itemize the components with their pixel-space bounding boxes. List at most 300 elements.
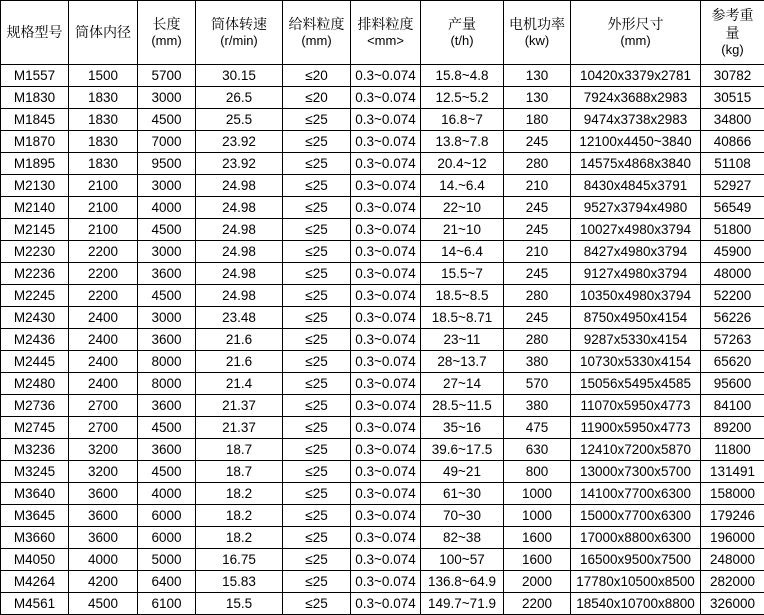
cell-discharge_size: 0.3~0.074 [351, 439, 421, 461]
cell-model: M1557 [1, 65, 69, 87]
column-unit: (mm) [287, 33, 346, 50]
table-row [1, 439, 764, 461]
cell-model: M2430 [1, 307, 69, 329]
cell-discharge_size: 0.3~0.074 [351, 175, 421, 197]
cell-weight: 196000 [701, 527, 764, 549]
table-row [1, 571, 764, 593]
cell-feed_size: ≤25 [283, 109, 351, 131]
table-row [1, 65, 764, 87]
cell-weight: 282000 [701, 571, 764, 593]
cell-inner_diameter: 3600 [69, 527, 138, 549]
cell-dimensions: 9127x4980x3794 [571, 263, 701, 285]
cell-capacity: 39.6~17.5 [421, 439, 504, 461]
cell-weight: 45900 [701, 241, 764, 263]
cell-capacity: 15.5~7 [421, 263, 504, 285]
table-row [1, 307, 764, 329]
cell-model: M3640 [1, 483, 69, 505]
table-row [1, 131, 764, 153]
cell-feed_size: ≤25 [283, 307, 351, 329]
table-row [1, 593, 764, 615]
column-header-motor_power [504, 1, 571, 65]
cell-dimensions: 10027x4980x3794 [571, 219, 701, 241]
cell-length: 3000 [138, 175, 196, 197]
cell-weight: 326000 [701, 593, 764, 615]
cell-inner_diameter: 1500 [69, 65, 138, 87]
cell-model: M4050 [1, 549, 69, 571]
cell-length: 4500 [138, 417, 196, 439]
cell-length: 7000 [138, 131, 196, 153]
cell-dimensions: 17000x8800x6300 [571, 527, 701, 549]
cell-capacity: 15.8~4.8 [421, 65, 504, 87]
cell-dimensions: 13000x7300x5700 [571, 461, 701, 483]
cell-model: M2236 [1, 263, 69, 285]
cell-length: 3600 [138, 439, 196, 461]
cell-weight: 131491 [701, 461, 764, 483]
cell-dimensions: 15000x7700x6300 [571, 505, 701, 527]
cell-dimensions: 12410x7200x5870 [571, 439, 701, 461]
cell-motor_power: 570 [504, 373, 571, 395]
cell-weight: 52200 [701, 285, 764, 307]
cell-discharge_size: 0.3~0.074 [351, 505, 421, 527]
cell-model: M1845 [1, 109, 69, 131]
cell-discharge_size: 0.3~0.074 [351, 131, 421, 153]
cell-speed: 24.98 [196, 197, 283, 219]
column-header-capacity [421, 1, 504, 65]
cell-model: M2736 [1, 395, 69, 417]
cell-model: M2230 [1, 241, 69, 263]
cell-model: M1870 [1, 131, 69, 153]
column-title: 筒体内径 [73, 23, 133, 41]
cell-discharge_size: 0.3~0.074 [351, 285, 421, 307]
cell-speed: 21.4 [196, 373, 283, 395]
cell-discharge_size: 0.3~0.074 [351, 593, 421, 615]
cell-inner_diameter: 3600 [69, 483, 138, 505]
cell-discharge_size: 0.3~0.074 [351, 263, 421, 285]
cell-discharge_size: 0.3~0.074 [351, 329, 421, 351]
cell-discharge_size: 0.3~0.074 [351, 527, 421, 549]
cell-feed_size: ≤25 [283, 549, 351, 571]
cell-length: 4000 [138, 197, 196, 219]
cell-discharge_size: 0.3~0.074 [351, 241, 421, 263]
cell-discharge_size: 0.3~0.074 [351, 571, 421, 593]
table-row [1, 505, 764, 527]
cell-speed: 21.37 [196, 395, 283, 417]
cell-speed: 25.5 [196, 109, 283, 131]
cell-length: 4500 [138, 109, 196, 131]
cell-length: 9500 [138, 153, 196, 175]
cell-dimensions: 8750x4950x4154 [571, 307, 701, 329]
cell-feed_size: ≤25 [283, 417, 351, 439]
cell-motor_power: 245 [504, 131, 571, 153]
cell-model: M2445 [1, 351, 69, 373]
cell-inner_diameter: 1830 [69, 87, 138, 109]
column-header-speed [196, 1, 283, 65]
cell-capacity: 18.5~8.71 [421, 307, 504, 329]
cell-speed: 30.15 [196, 65, 283, 87]
table-row [1, 395, 764, 417]
cell-motor_power: 245 [504, 263, 571, 285]
cell-motor_power: 245 [504, 197, 571, 219]
cell-capacity: 12.5~5.2 [421, 87, 504, 109]
table-row [1, 197, 764, 219]
cell-feed_size: ≤25 [283, 263, 351, 285]
cell-inner_diameter: 1830 [69, 153, 138, 175]
table-row [1, 153, 764, 175]
cell-speed: 24.98 [196, 241, 283, 263]
cell-motor_power: 475 [504, 417, 571, 439]
cell-weight: 56549 [701, 197, 764, 219]
cell-discharge_size: 0.3~0.074 [351, 65, 421, 87]
table-row [1, 219, 764, 241]
cell-feed_size: ≤25 [283, 593, 351, 615]
cell-capacity: 27~14 [421, 373, 504, 395]
table-row [1, 549, 764, 571]
table-row [1, 483, 764, 505]
column-unit: <mm> [355, 33, 416, 50]
cell-model: M2130 [1, 175, 69, 197]
cell-model: M2480 [1, 373, 69, 395]
cell-capacity: 16.8~7 [421, 109, 504, 131]
cell-speed: 24.98 [196, 219, 283, 241]
cell-capacity: 23~11 [421, 329, 504, 351]
cell-feed_size: ≤25 [283, 131, 351, 153]
cell-length: 3000 [138, 87, 196, 109]
cell-speed: 18.2 [196, 483, 283, 505]
cell-discharge_size: 0.3~0.074 [351, 153, 421, 175]
cell-dimensions: 9474x3738x2983 [571, 109, 701, 131]
cell-discharge_size: 0.3~0.074 [351, 483, 421, 505]
cell-dimensions: 18540x10700x8800 [571, 593, 701, 615]
cell-capacity: 13.8~7.8 [421, 131, 504, 153]
table-row [1, 351, 764, 373]
cell-model: M1830 [1, 87, 69, 109]
cell-dimensions: 16500x9500x7500 [571, 549, 701, 571]
cell-feed_size: ≤25 [283, 527, 351, 549]
cell-model: M3645 [1, 505, 69, 527]
cell-capacity: 20.4~12 [421, 153, 504, 175]
cell-length: 4500 [138, 461, 196, 483]
table-body [1, 65, 764, 615]
cell-discharge_size: 0.3~0.074 [351, 395, 421, 417]
cell-feed_size: ≤25 [283, 505, 351, 527]
cell-length: 4500 [138, 285, 196, 307]
cell-dimensions: 8430x4845x3791 [571, 175, 701, 197]
cell-inner_diameter: 2100 [69, 175, 138, 197]
table-row [1, 87, 764, 109]
cell-inner_diameter: 2200 [69, 263, 138, 285]
cell-motor_power: 800 [504, 461, 571, 483]
cell-weight: 179246 [701, 505, 764, 527]
cell-discharge_size: 0.3~0.074 [351, 219, 421, 241]
table-row [1, 285, 764, 307]
cell-motor_power: 2000 [504, 571, 571, 593]
column-unit: (mm) [142, 33, 191, 50]
cell-feed_size: ≤25 [283, 197, 351, 219]
cell-dimensions: 10420x3379x2781 [571, 65, 701, 87]
cell-feed_size: ≤25 [283, 439, 351, 461]
cell-motor_power: 380 [504, 351, 571, 373]
cell-weight: 34800 [701, 109, 764, 131]
cell-dimensions: 8427x4980x3794 [571, 241, 701, 263]
cell-model: M2145 [1, 219, 69, 241]
cell-weight: 89200 [701, 417, 764, 439]
cell-weight: 30515 [701, 87, 764, 109]
cell-feed_size: ≤25 [283, 329, 351, 351]
cell-speed: 23.92 [196, 131, 283, 153]
cell-motor_power: 130 [504, 65, 571, 87]
cell-dimensions: 12100x4450~3840 [571, 131, 701, 153]
cell-speed: 18.7 [196, 461, 283, 483]
cell-speed: 15.5 [196, 593, 283, 615]
cell-speed: 24.98 [196, 263, 283, 285]
cell-capacity: 14~6.4 [421, 241, 504, 263]
cell-inner_diameter: 1830 [69, 109, 138, 131]
cell-weight: 57263 [701, 329, 764, 351]
cell-length: 3600 [138, 395, 196, 417]
cell-model: M3660 [1, 527, 69, 549]
cell-inner_diameter: 2700 [69, 395, 138, 417]
cell-inner_diameter: 3600 [69, 505, 138, 527]
cell-speed: 24.98 [196, 175, 283, 197]
cell-dimensions: 14100x7700x6300 [571, 483, 701, 505]
cell-length: 5000 [138, 549, 196, 571]
cell-length: 4000 [138, 483, 196, 505]
header-row [1, 1, 764, 65]
column-header-discharge_size [351, 1, 421, 65]
column-unit: (kg) [705, 42, 760, 59]
cell-capacity: 82~38 [421, 527, 504, 549]
cell-motor_power: 1000 [504, 483, 571, 505]
column-title: 外形尺寸 [575, 15, 696, 33]
cell-length: 8000 [138, 373, 196, 395]
cell-inner_diameter: 2200 [69, 241, 138, 263]
cell-capacity: 35~16 [421, 417, 504, 439]
cell-speed: 21.6 [196, 351, 283, 373]
column-title: 电机功率 [508, 15, 566, 33]
cell-weight: 51800 [701, 219, 764, 241]
column-header-dimensions [571, 1, 701, 65]
cell-length: 3600 [138, 329, 196, 351]
cell-weight: 52927 [701, 175, 764, 197]
column-header-model [1, 1, 69, 65]
cell-speed: 24.98 [196, 285, 283, 307]
cell-discharge_size: 0.3~0.074 [351, 307, 421, 329]
cell-model: M4264 [1, 571, 69, 593]
table-header [1, 1, 764, 65]
cell-capacity: 21~10 [421, 219, 504, 241]
cell-model: M2745 [1, 417, 69, 439]
cell-motor_power: 630 [504, 439, 571, 461]
cell-capacity: 70~30 [421, 505, 504, 527]
cell-feed_size: ≤25 [283, 153, 351, 175]
table-row [1, 373, 764, 395]
cell-capacity: 136.8~64.9 [421, 571, 504, 593]
cell-motor_power: 130 [504, 87, 571, 109]
cell-capacity: 100~57 [421, 549, 504, 571]
cell-feed_size: ≤25 [283, 219, 351, 241]
cell-model: M2140 [1, 197, 69, 219]
cell-feed_size: ≤25 [283, 395, 351, 417]
cell-discharge_size: 0.3~0.074 [351, 417, 421, 439]
cell-discharge_size: 0.3~0.074 [351, 549, 421, 571]
cell-inner_diameter: 2100 [69, 219, 138, 241]
cell-length: 6100 [138, 593, 196, 615]
cell-speed: 26.5 [196, 87, 283, 109]
table-row [1, 241, 764, 263]
cell-discharge_size: 0.3~0.074 [351, 109, 421, 131]
column-unit: (kw) [508, 33, 566, 50]
cell-model: M4561 [1, 593, 69, 615]
column-header-weight [701, 1, 764, 65]
cell-weight: 11800 [701, 439, 764, 461]
cell-model: M3245 [1, 461, 69, 483]
cell-inner_diameter: 2200 [69, 285, 138, 307]
cell-dimensions: 7924x3688x2983 [571, 87, 701, 109]
cell-discharge_size: 0.3~0.074 [351, 87, 421, 109]
cell-dimensions: 10350x4980x3794 [571, 285, 701, 307]
table-row [1, 461, 764, 483]
cell-motor_power: 280 [504, 285, 571, 307]
cell-inner_diameter: 2400 [69, 307, 138, 329]
cell-dimensions: 9527x3794x4980 [571, 197, 701, 219]
cell-model: M2245 [1, 285, 69, 307]
cell-capacity: 18.5~8.5 [421, 285, 504, 307]
cell-discharge_size: 0.3~0.074 [351, 373, 421, 395]
cell-dimensions: 11900x5950x4773 [571, 417, 701, 439]
column-header-feed_size [283, 1, 351, 65]
column-title: 给料粒度 [287, 15, 346, 33]
cell-model: M2436 [1, 329, 69, 351]
table-row [1, 527, 764, 549]
cell-capacity: 49~21 [421, 461, 504, 483]
cell-capacity: 28.5~11.5 [421, 395, 504, 417]
cell-inner_diameter: 1830 [69, 131, 138, 153]
cell-length: 6000 [138, 505, 196, 527]
column-unit: (t/h) [425, 33, 499, 50]
cell-capacity: 14.~6.4 [421, 175, 504, 197]
cell-dimensions: 15056x5495x4585 [571, 373, 701, 395]
cell-weight: 95600 [701, 373, 764, 395]
cell-speed: 18.2 [196, 505, 283, 527]
cell-speed: 21.37 [196, 417, 283, 439]
cell-feed_size: ≤25 [283, 483, 351, 505]
cell-feed_size: ≤25 [283, 461, 351, 483]
cell-inner_diameter: 2400 [69, 329, 138, 351]
cell-motor_power: 1600 [504, 549, 571, 571]
cell-feed_size: ≤25 [283, 175, 351, 197]
cell-capacity: 61~30 [421, 483, 504, 505]
column-header-inner_diameter [69, 1, 138, 65]
cell-motor_power: 210 [504, 241, 571, 263]
column-title: 产量 [425, 15, 499, 33]
cell-length: 3000 [138, 241, 196, 263]
cell-dimensions: 9287x5330x4154 [571, 329, 701, 351]
cell-length: 3600 [138, 263, 196, 285]
cell-weight: 30782 [701, 65, 764, 87]
cell-feed_size: ≤20 [283, 87, 351, 109]
cell-weight: 51108 [701, 153, 764, 175]
cell-discharge_size: 0.3~0.074 [351, 351, 421, 373]
cell-dimensions: 11070x5950x4773 [571, 395, 701, 417]
cell-inner_diameter: 4200 [69, 571, 138, 593]
table-row [1, 175, 764, 197]
cell-capacity: 28~13.7 [421, 351, 504, 373]
cell-feed_size: ≤25 [283, 351, 351, 373]
cell-discharge_size: 0.3~0.074 [351, 197, 421, 219]
cell-inner_diameter: 2100 [69, 197, 138, 219]
cell-motor_power: 380 [504, 395, 571, 417]
cell-feed_size: ≤25 [283, 571, 351, 593]
cell-weight: 56226 [701, 307, 764, 329]
cell-feed_size: ≤25 [283, 241, 351, 263]
cell-model: M1895 [1, 153, 69, 175]
column-title: 排料粒度 [355, 15, 416, 33]
cell-speed: 18.7 [196, 439, 283, 461]
cell-inner_diameter: 4000 [69, 549, 138, 571]
cell-inner_diameter: 3200 [69, 439, 138, 461]
cell-weight: 40866 [701, 131, 764, 153]
column-title: 长度 [142, 15, 191, 33]
cell-speed: 16.75 [196, 549, 283, 571]
table-row [1, 417, 764, 439]
table-row [1, 263, 764, 285]
cell-length: 6000 [138, 527, 196, 549]
column-title: 筒体转速 [200, 15, 278, 33]
cell-weight: 48000 [701, 263, 764, 285]
cell-inner_diameter: 2700 [69, 417, 138, 439]
cell-length: 3000 [138, 307, 196, 329]
cell-inner_diameter: 3200 [69, 461, 138, 483]
cell-motor_power: 245 [504, 219, 571, 241]
cell-motor_power: 280 [504, 153, 571, 175]
cell-motor_power: 1600 [504, 527, 571, 549]
cell-feed_size: ≤25 [283, 285, 351, 307]
cell-weight: 248000 [701, 549, 764, 571]
cell-inner_diameter: 2400 [69, 351, 138, 373]
cell-motor_power: 1000 [504, 505, 571, 527]
cell-length: 4500 [138, 219, 196, 241]
cell-dimensions: 17780x10500x8500 [571, 571, 701, 593]
cell-length: 8000 [138, 351, 196, 373]
table-row [1, 109, 764, 131]
cell-motor_power: 180 [504, 109, 571, 131]
cell-motor_power: 2200 [504, 593, 571, 615]
cell-feed_size: ≤25 [283, 373, 351, 395]
cell-speed: 15.83 [196, 571, 283, 593]
cell-speed: 23.92 [196, 153, 283, 175]
cell-capacity: 149.7~71.9 [421, 593, 504, 615]
cell-motor_power: 210 [504, 175, 571, 197]
table-row [1, 329, 764, 351]
cell-weight: 84100 [701, 395, 764, 417]
cell-speed: 23.48 [196, 307, 283, 329]
cell-model: M3236 [1, 439, 69, 461]
cell-inner_diameter: 4500 [69, 593, 138, 615]
cell-dimensions: 14575x4868x3840 [571, 153, 701, 175]
column-header-length [138, 1, 196, 65]
column-unit: (mm) [575, 33, 696, 50]
column-unit: (r/min) [200, 33, 278, 50]
cell-discharge_size: 0.3~0.074 [351, 461, 421, 483]
cell-dimensions: 10730x5330x4154 [571, 351, 701, 373]
cell-feed_size: ≤20 [283, 65, 351, 87]
cell-length: 6400 [138, 571, 196, 593]
cell-inner_diameter: 2400 [69, 373, 138, 395]
column-title: 规格型号 [5, 23, 64, 41]
cell-weight: 158000 [701, 483, 764, 505]
column-title: 参考重量 [705, 6, 760, 42]
cell-length: 5700 [138, 65, 196, 87]
